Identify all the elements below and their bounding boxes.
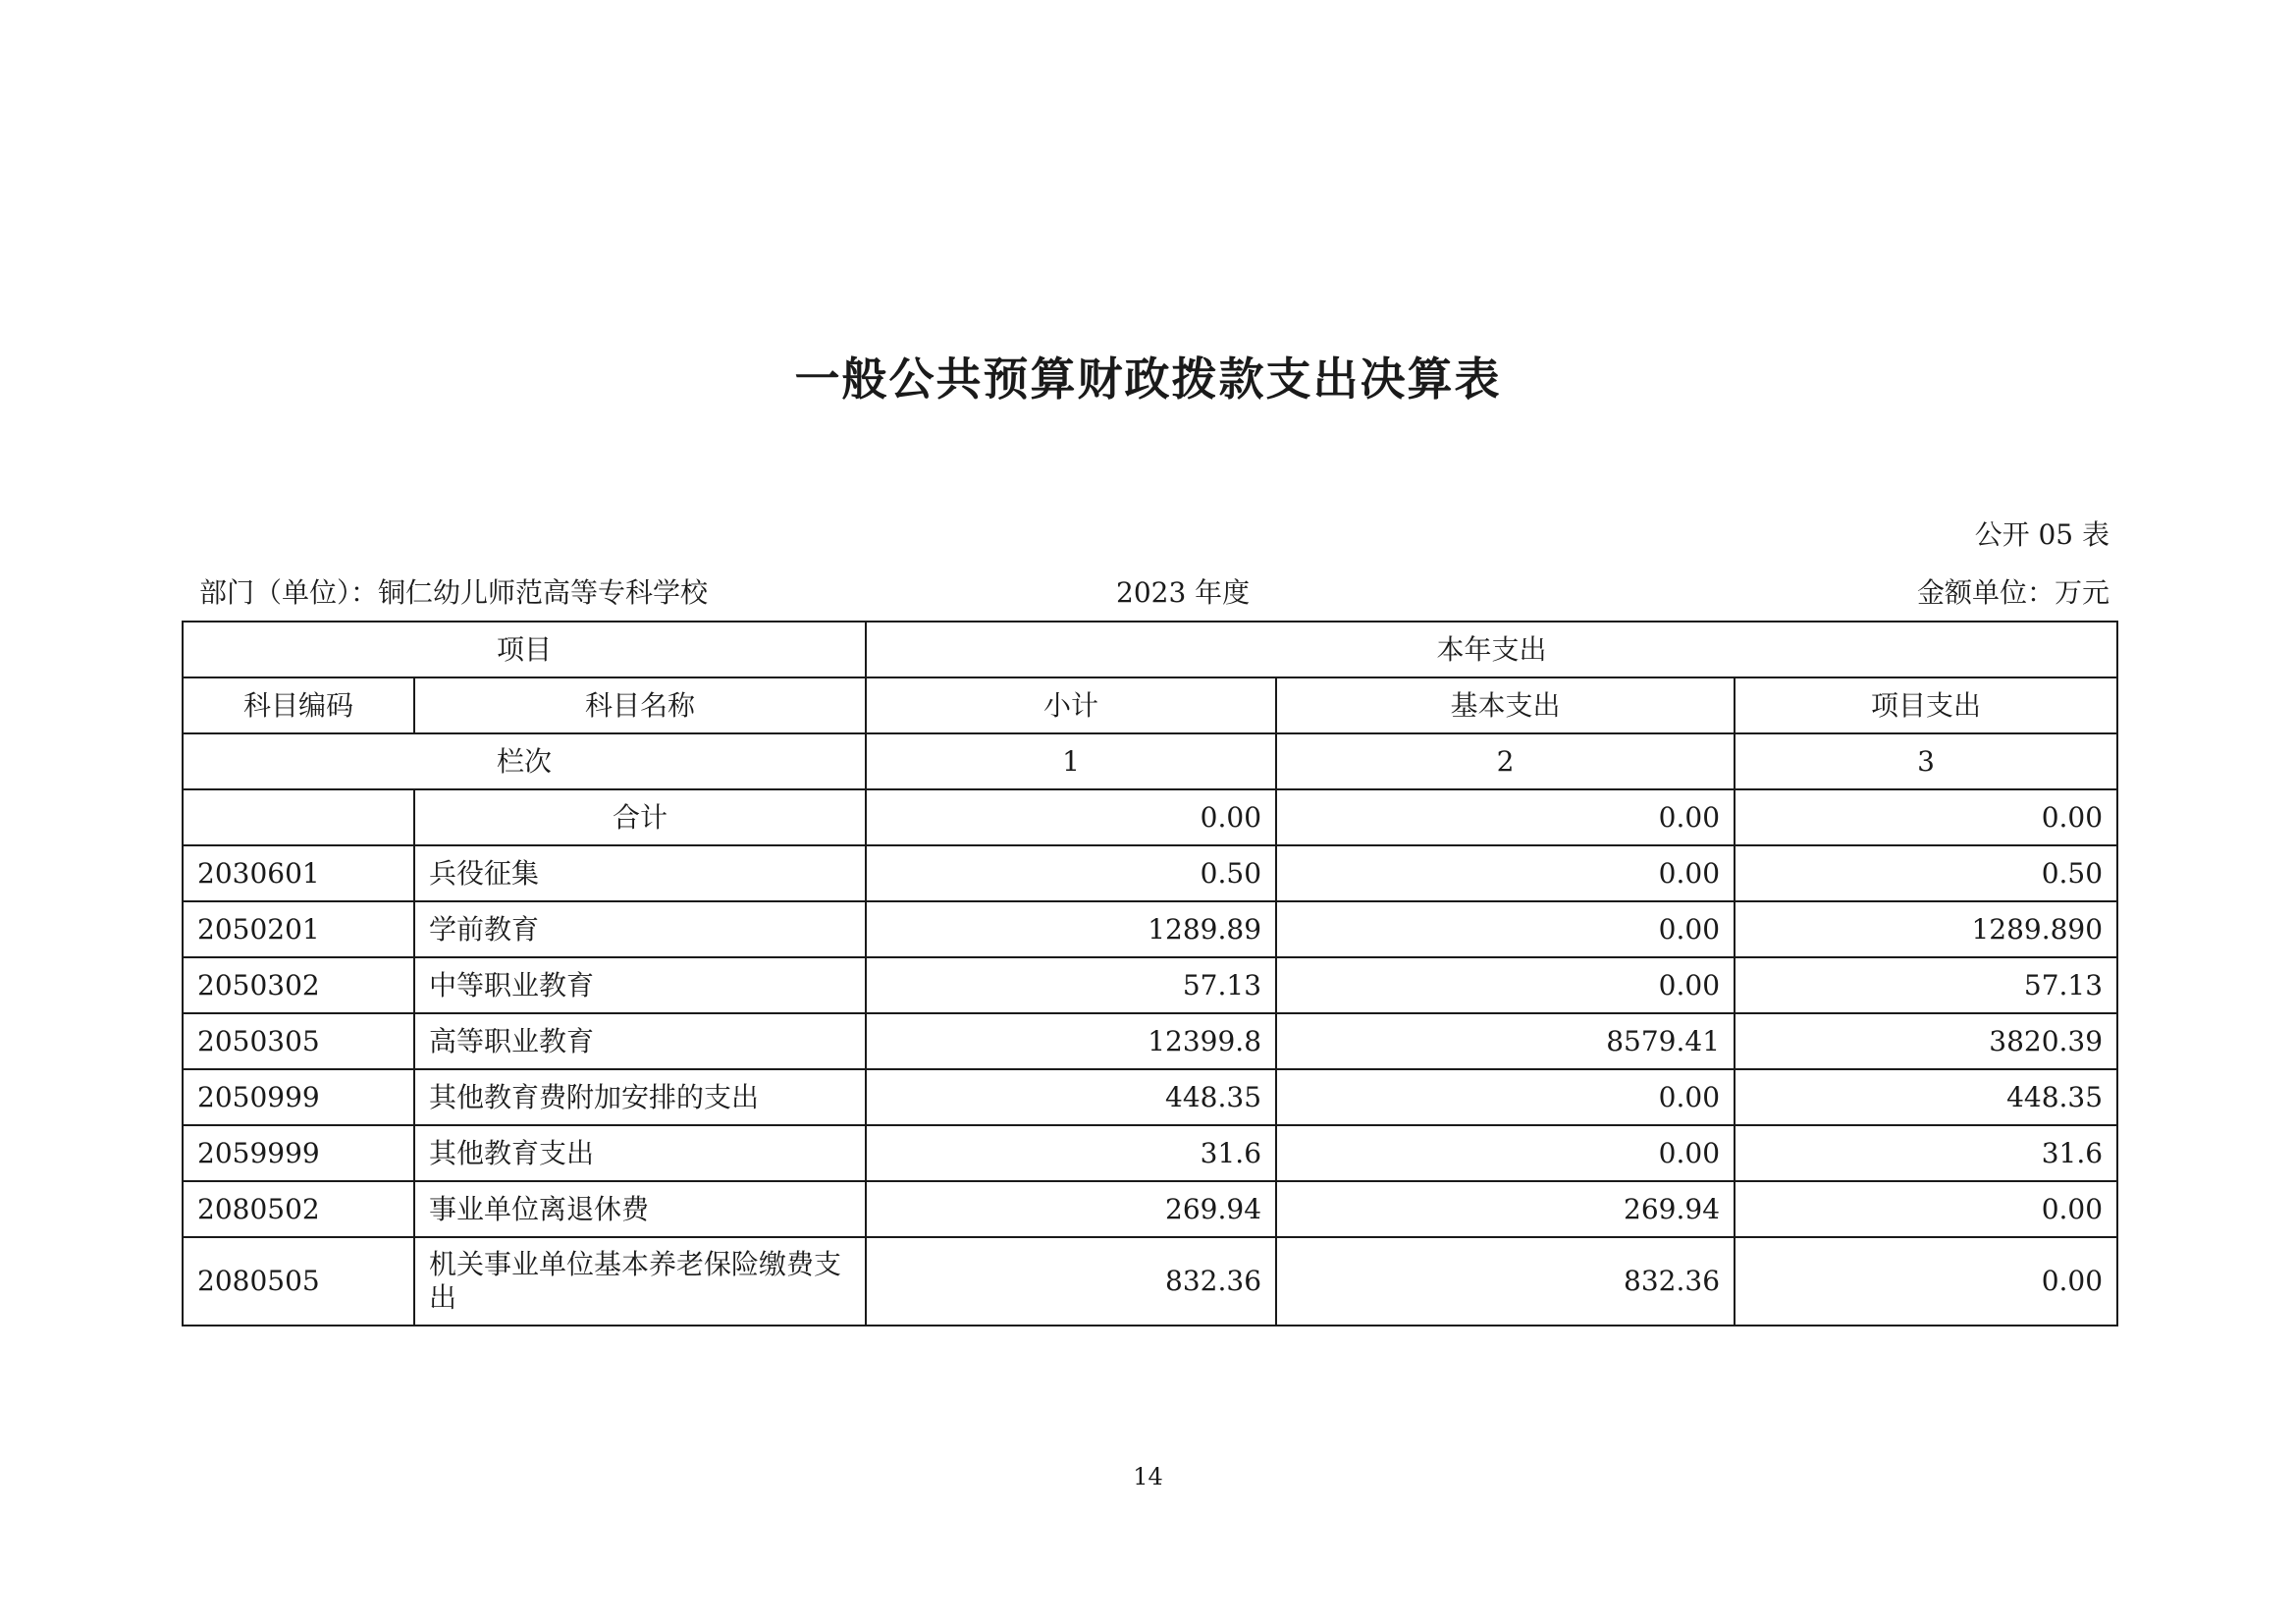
table-row xyxy=(183,957,2117,1013)
row-project: 0.00 xyxy=(1735,1237,2117,1326)
row-name: 高等职业教育 xyxy=(414,1013,866,1069)
row-project: 3820.39 xyxy=(1735,1013,2117,1069)
row-basic: 0.00 xyxy=(1276,901,1735,957)
amount-unit: 金额单位：万元 xyxy=(1916,576,2109,609)
row-project: 448.35 xyxy=(1735,1069,2117,1125)
header-current-year: 本年支出 xyxy=(866,622,2117,677)
total-code xyxy=(183,789,414,845)
total-project: 0.00 xyxy=(1735,789,2117,845)
column-index-1: 1 xyxy=(866,733,1276,789)
page-number: 14 xyxy=(1133,1463,1163,1490)
row-subtotal: 57.13 xyxy=(866,957,1276,1013)
column-index-row xyxy=(183,733,2117,789)
row-code: 2050305 xyxy=(183,1013,414,1069)
form-number: 公开 05 表 xyxy=(1974,518,2109,551)
header-project: 项目支出 xyxy=(1735,677,2117,733)
row-project: 1289.890 xyxy=(1735,901,2117,957)
row-code: 2080505 xyxy=(183,1237,414,1326)
header-code: 科目编码 xyxy=(183,677,414,733)
row-basic: 8579.41 xyxy=(1276,1013,1735,1069)
row-code: 2050302 xyxy=(183,957,414,1013)
row-subtotal: 448.35 xyxy=(866,1069,1276,1125)
row-basic: 0.00 xyxy=(1276,1125,1735,1181)
row-code: 2030601 xyxy=(183,845,414,901)
table-row xyxy=(183,1181,2117,1237)
row-name: 机关事业单位基本养老保险缴费支出 xyxy=(414,1237,866,1326)
table-row xyxy=(183,1013,2117,1069)
row-basic: 269.94 xyxy=(1276,1181,1735,1237)
row-project: 0.50 xyxy=(1735,845,2117,901)
row-basic: 832.36 xyxy=(1276,1237,1735,1326)
row-basic: 0.00 xyxy=(1276,845,1735,901)
total-label: 合计 xyxy=(414,789,866,845)
header-subtotal: 小计 xyxy=(866,677,1276,733)
row-code: 2050999 xyxy=(183,1069,414,1125)
row-basic: 0.00 xyxy=(1276,1069,1735,1125)
row-name: 其他教育支出 xyxy=(414,1125,866,1181)
row-name: 学前教育 xyxy=(414,901,866,957)
row-name: 兵役征集 xyxy=(414,845,866,901)
column-index-2: 2 xyxy=(1276,733,1735,789)
row-basic: 0.00 xyxy=(1276,957,1735,1013)
column-index-3: 3 xyxy=(1735,733,2117,789)
row-code: 2059999 xyxy=(183,1125,414,1181)
row-name: 其他教育费附加安排的支出 xyxy=(414,1069,866,1125)
fiscal-year: 2023 年度 xyxy=(1116,576,1251,609)
header-name: 科目名称 xyxy=(414,677,866,733)
row-project: 0.00 xyxy=(1735,1181,2117,1237)
row-code: 2050201 xyxy=(183,901,414,957)
total-row xyxy=(183,789,2117,845)
column-index-label: 栏次 xyxy=(183,733,866,789)
row-subtotal: 832.36 xyxy=(866,1237,1276,1326)
header-row-1 xyxy=(183,622,2117,677)
header-basic: 基本支出 xyxy=(1276,677,1735,733)
total-subtotal: 0.00 xyxy=(866,789,1276,845)
total-basic: 0.00 xyxy=(1276,789,1735,845)
meta-row xyxy=(199,571,2109,611)
row-subtotal: 1289.89 xyxy=(866,901,1276,957)
table-row xyxy=(183,1069,2117,1125)
row-project: 57.13 xyxy=(1735,957,2117,1013)
row-subtotal: 269.94 xyxy=(866,1181,1276,1237)
department-label: 部门（单位）：铜仁幼儿师范高等专科学校 xyxy=(199,576,709,609)
table-row xyxy=(183,1237,2117,1326)
table-row xyxy=(183,901,2117,957)
row-name: 事业单位离退休费 xyxy=(414,1181,866,1237)
table-row xyxy=(183,845,2117,901)
row-subtotal: 12399.8 xyxy=(866,1013,1276,1069)
row-subtotal: 31.6 xyxy=(866,1125,1276,1181)
row-code: 2080502 xyxy=(183,1181,414,1237)
page-title: 一般公共预算财政拨款支出决算表 xyxy=(794,352,1502,406)
expenditure-table xyxy=(182,621,2118,1326)
row-name: 中等职业教育 xyxy=(414,957,866,1013)
row-project: 31.6 xyxy=(1735,1125,2117,1181)
row-subtotal: 0.50 xyxy=(866,845,1276,901)
table-row xyxy=(183,1125,2117,1181)
header-row-2 xyxy=(183,677,2117,733)
header-item: 项目 xyxy=(183,622,866,677)
